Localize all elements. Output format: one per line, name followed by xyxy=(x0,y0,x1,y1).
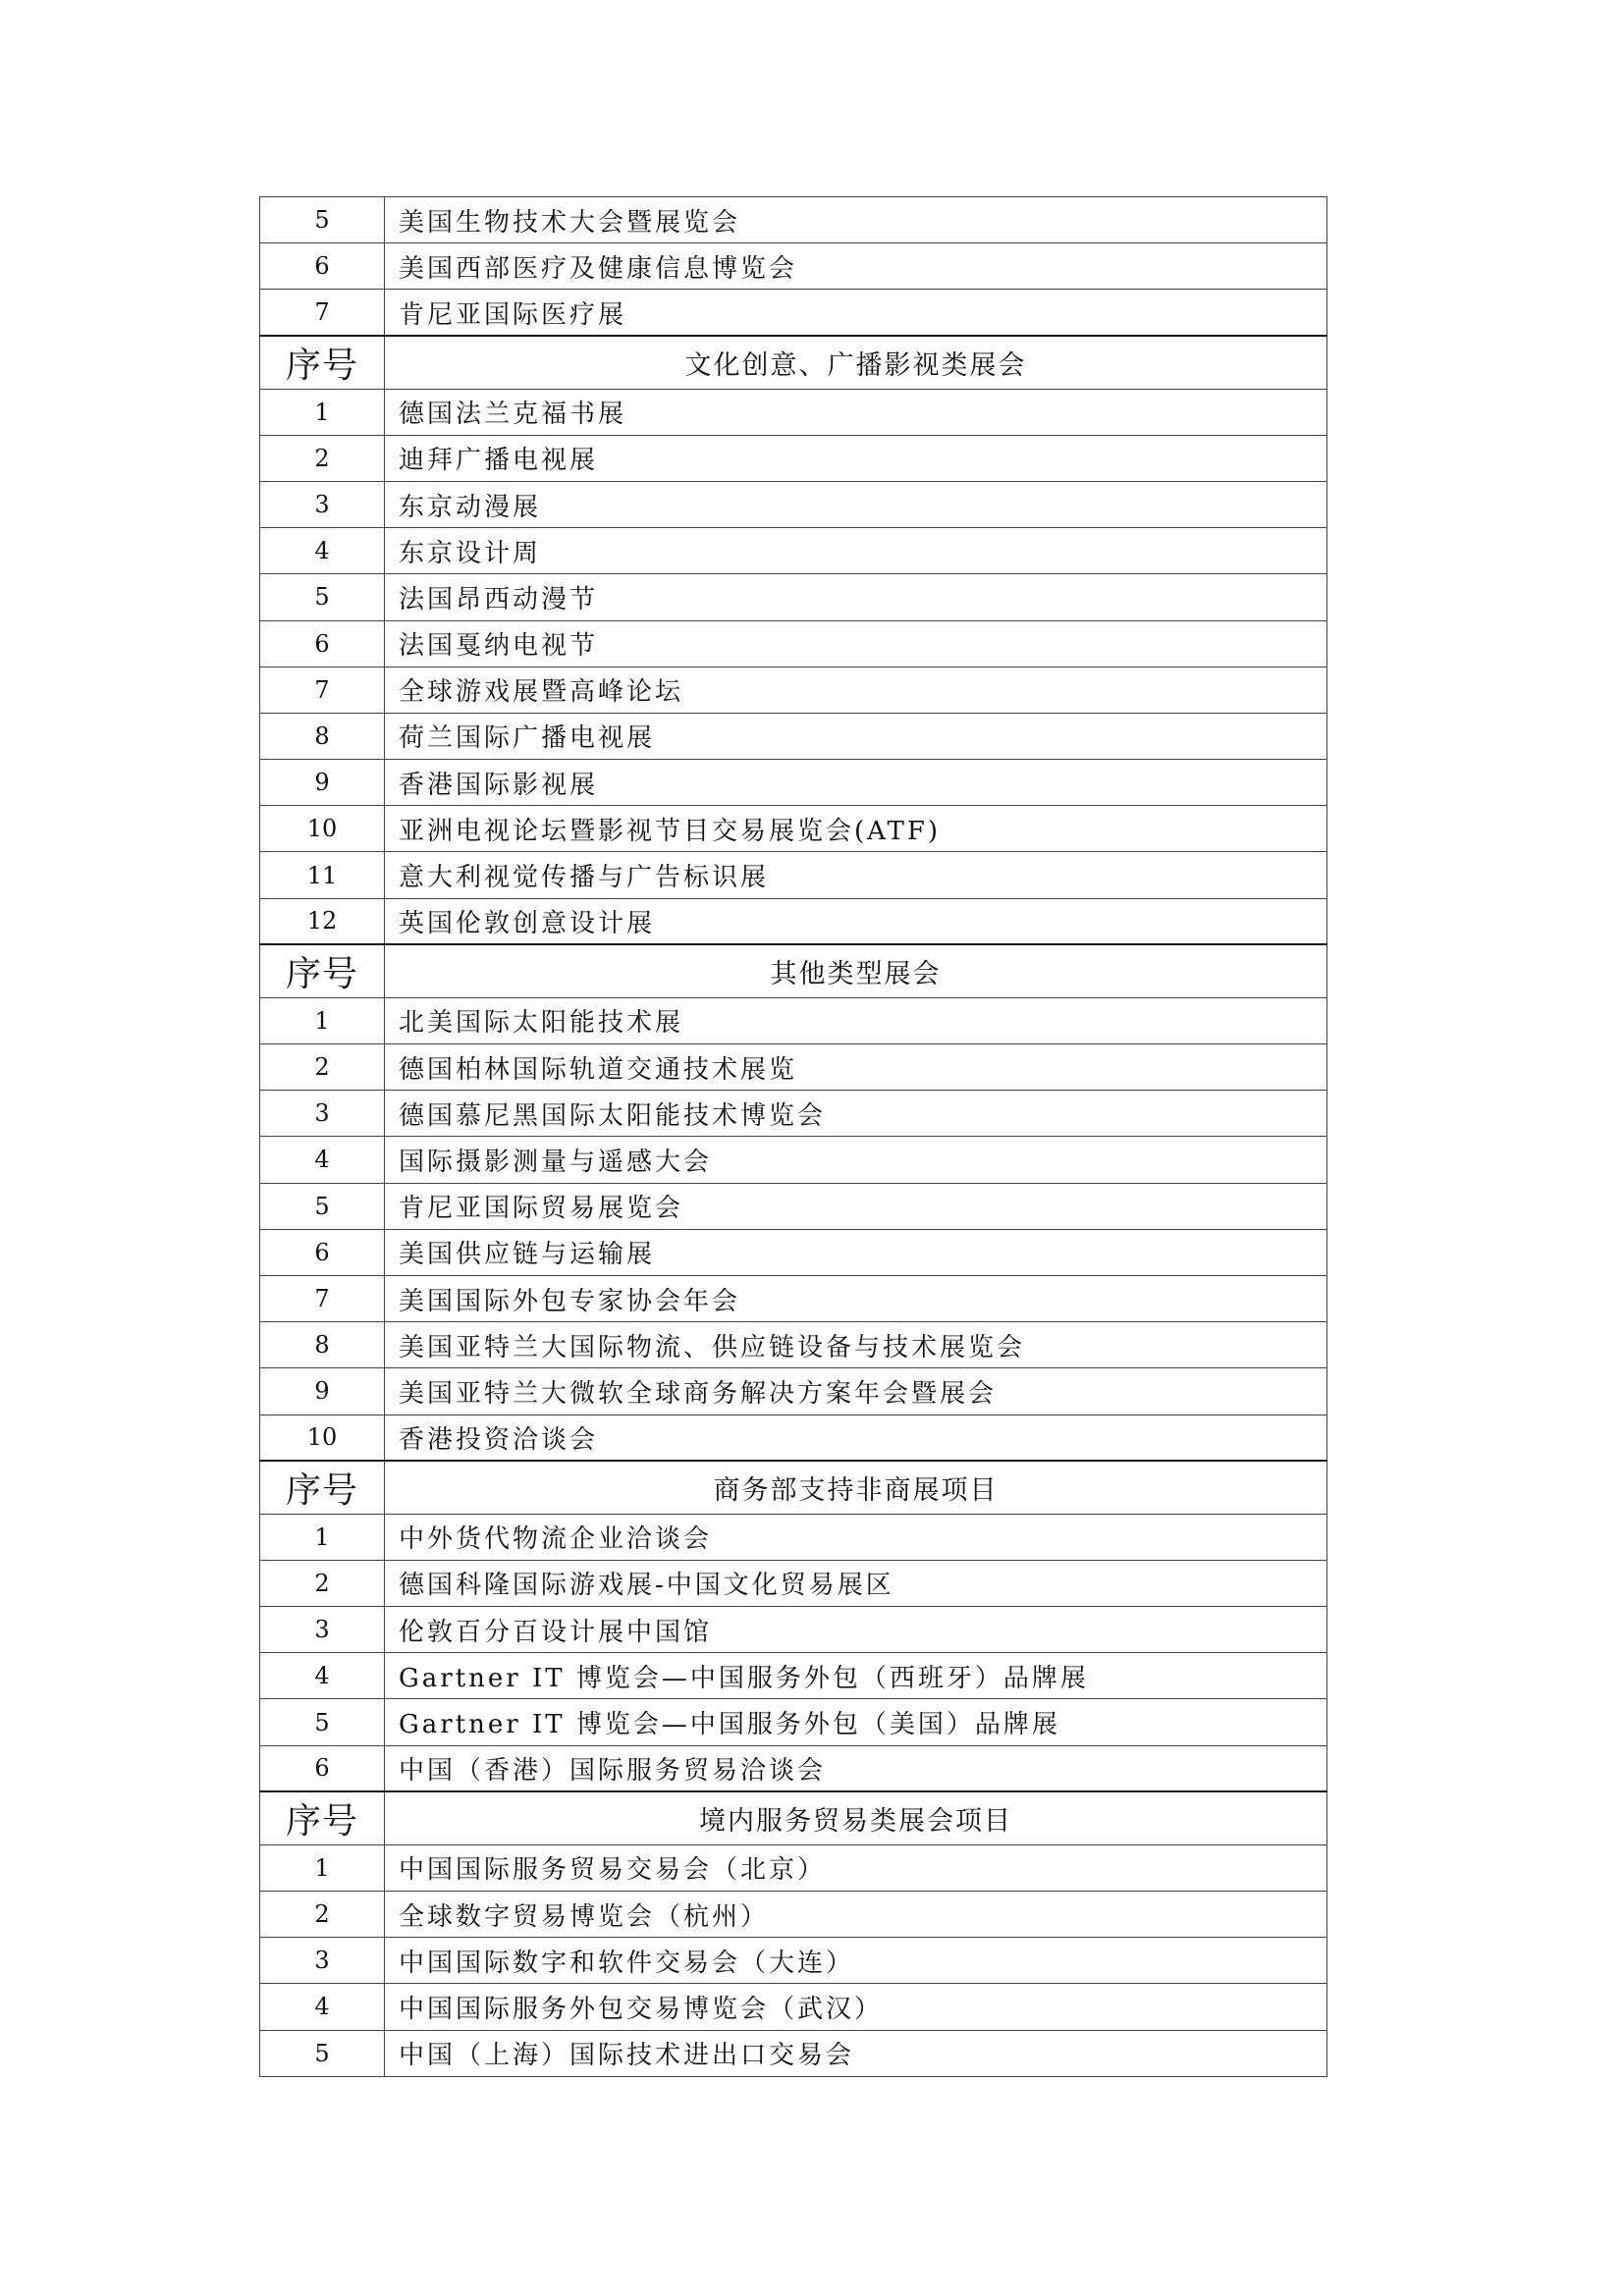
exhibition-name: 美国西部医疗及健康信息博览会 xyxy=(385,243,1327,290)
table-row xyxy=(260,1938,1327,1984)
table-row xyxy=(260,1368,1327,1415)
exhibition-name: 美国亚特兰大微软全球商务解决方案年会暨展会 xyxy=(385,1368,1327,1415)
section-title: 境内服务贸易类展会项目 xyxy=(385,1791,1327,1844)
table-row xyxy=(260,481,1327,527)
exhibition-name: 德国科隆国际游戏展-中国文化贸易展区 xyxy=(385,1560,1327,1606)
table-row xyxy=(260,806,1327,852)
exhibition-table-body xyxy=(260,197,1327,2077)
row-number: 10 xyxy=(260,806,385,852)
exhibition-name: 国际摄影测量与遥感大会 xyxy=(385,1137,1327,1183)
column-header-number: 序号 xyxy=(260,1791,385,1844)
exhibition-name: 美国国际外包专家协会年会 xyxy=(385,1275,1327,1321)
table-row xyxy=(260,243,1327,290)
section-header-row xyxy=(260,944,1327,997)
table-row xyxy=(260,1322,1327,1368)
table-row xyxy=(260,620,1327,667)
table-row xyxy=(260,1653,1327,1699)
section-title: 其他类型展会 xyxy=(385,944,1327,997)
exhibition-name: 肯尼亚国际贸易展览会 xyxy=(385,1183,1327,1229)
exhibition-name: 美国供应链与运输展 xyxy=(385,1229,1327,1275)
exhibition-name: 德国慕尼黑国际太阳能技术博览会 xyxy=(385,1091,1327,1137)
row-number: 3 xyxy=(260,481,385,527)
row-number: 5 xyxy=(260,1183,385,1229)
exhibition-name: 中国（上海）国际技术进出口交易会 xyxy=(385,2030,1327,2076)
row-number: 6 xyxy=(260,1745,385,1791)
row-number: 8 xyxy=(260,1322,385,1368)
row-number: 10 xyxy=(260,1415,385,1461)
table-row xyxy=(260,1699,1327,1745)
exhibition-name: 英国伦敦创意设计展 xyxy=(385,898,1327,944)
table-row xyxy=(260,1415,1327,1461)
column-header-number: 序号 xyxy=(260,1461,385,1514)
section-title: 文化创意、广播影视类展会 xyxy=(385,336,1327,389)
exhibition-name: 中国国际数字和软件交易会（大连） xyxy=(385,1938,1327,1984)
row-number: 1 xyxy=(260,1514,385,1560)
table-row xyxy=(260,667,1327,713)
row-number: 6 xyxy=(260,243,385,290)
exhibition-name: 法国戛纳电视节 xyxy=(385,620,1327,667)
exhibition-name: 中国（香港）国际服务贸易洽谈会 xyxy=(385,1745,1327,1791)
row-number: 9 xyxy=(260,760,385,806)
exhibition-name: 中国国际服务贸易交易会（北京） xyxy=(385,1844,1327,1891)
exhibition-name: 法国昂西动漫节 xyxy=(385,574,1327,620)
row-number: 4 xyxy=(260,1653,385,1699)
row-number: 4 xyxy=(260,1984,385,2030)
row-number: 4 xyxy=(260,528,385,574)
section-header-row xyxy=(260,336,1327,389)
exhibition-name: 肯尼亚国际医疗展 xyxy=(385,290,1327,336)
row-number: 1 xyxy=(260,389,385,435)
row-number: 5 xyxy=(260,197,385,243)
exhibition-name: 荷兰国际广播电视展 xyxy=(385,713,1327,759)
table-row xyxy=(260,713,1327,759)
row-number: 1 xyxy=(260,997,385,1043)
table-row xyxy=(260,1984,1327,2030)
row-number: 2 xyxy=(260,1560,385,1606)
column-header-number: 序号 xyxy=(260,336,385,389)
exhibition-name: 东京设计周 xyxy=(385,528,1327,574)
row-number: 5 xyxy=(260,1699,385,1745)
table-row xyxy=(260,1091,1327,1137)
exhibition-name: 香港国际影视展 xyxy=(385,760,1327,806)
row-number: 9 xyxy=(260,1368,385,1415)
exhibition-name: 迪拜广播电视展 xyxy=(385,435,1327,481)
exhibition-name: 美国亚特兰大国际物流、供应链设备与技术展览会 xyxy=(385,1322,1327,1368)
row-number: 3 xyxy=(260,1091,385,1137)
row-number: 11 xyxy=(260,852,385,898)
row-number: 2 xyxy=(260,435,385,481)
exhibition-name: 中外货代物流企业洽谈会 xyxy=(385,1514,1327,1560)
row-number: 2 xyxy=(260,1044,385,1091)
table-row xyxy=(260,1044,1327,1091)
table-row xyxy=(260,197,1327,243)
row-number: 5 xyxy=(260,2030,385,2076)
table-row xyxy=(260,389,1327,435)
exhibition-name: 东京动漫展 xyxy=(385,481,1327,527)
exhibition-name: 伦敦百分百设计展中国馆 xyxy=(385,1607,1327,1653)
table-row xyxy=(260,1892,1327,1938)
table-row xyxy=(260,1275,1327,1321)
exhibition-name: Gartner IT 博览会—中国服务外包（美国）品牌展 xyxy=(385,1699,1327,1745)
table-row xyxy=(260,1844,1327,1891)
row-number: 7 xyxy=(260,667,385,713)
exhibition-name: 中国国际服务外包交易博览会（武汉） xyxy=(385,1984,1327,2030)
table-row xyxy=(260,290,1327,336)
exhibition-name: 全球数字贸易博览会（杭州） xyxy=(385,1892,1327,1938)
exhibition-name: Gartner IT 博览会—中国服务外包（西班牙）品牌展 xyxy=(385,1653,1327,1699)
table-row xyxy=(260,435,1327,481)
table-row xyxy=(260,1560,1327,1606)
row-number: 6 xyxy=(260,620,385,667)
table-row xyxy=(260,528,1327,574)
table-row xyxy=(260,1137,1327,1183)
exhibition-name: 北美国际太阳能技术展 xyxy=(385,997,1327,1043)
exhibition-name: 德国柏林国际轨道交通技术展览 xyxy=(385,1044,1327,1091)
table-row xyxy=(260,997,1327,1043)
column-header-number: 序号 xyxy=(260,944,385,997)
row-number: 2 xyxy=(260,1892,385,1938)
row-number: 6 xyxy=(260,1229,385,1275)
table-row xyxy=(260,898,1327,944)
table-row xyxy=(260,1229,1327,1275)
row-number: 5 xyxy=(260,574,385,620)
row-number: 7 xyxy=(260,290,385,336)
table-row xyxy=(260,574,1327,620)
exhibition-name: 香港投资洽谈会 xyxy=(385,1415,1327,1461)
row-number: 12 xyxy=(260,898,385,944)
row-number: 7 xyxy=(260,1275,385,1321)
exhibition-name: 全球游戏展暨高峰论坛 xyxy=(385,667,1327,713)
exhibition-name: 意大利视觉传播与广告标识展 xyxy=(385,852,1327,898)
section-header-row xyxy=(260,1461,1327,1514)
row-number: 1 xyxy=(260,1844,385,1891)
table-row xyxy=(260,1183,1327,1229)
table-row xyxy=(260,1607,1327,1653)
table-row xyxy=(260,1514,1327,1560)
exhibition-table xyxy=(259,196,1327,2077)
section-title: 商务部支持非商展项目 xyxy=(385,1461,1327,1514)
section-header-row xyxy=(260,1791,1327,1844)
exhibition-name: 德国法兰克福书展 xyxy=(385,389,1327,435)
table-row xyxy=(260,852,1327,898)
row-number: 3 xyxy=(260,1938,385,1984)
row-number: 3 xyxy=(260,1607,385,1653)
exhibition-name: 亚洲电视论坛暨影视节目交易展览会(ATF) xyxy=(385,806,1327,852)
row-number: 8 xyxy=(260,713,385,759)
exhibition-name: 美国生物技术大会暨展览会 xyxy=(385,197,1327,243)
table-row xyxy=(260,2030,1327,2076)
row-number: 4 xyxy=(260,1137,385,1183)
table-row xyxy=(260,1745,1327,1791)
table-row xyxy=(260,760,1327,806)
